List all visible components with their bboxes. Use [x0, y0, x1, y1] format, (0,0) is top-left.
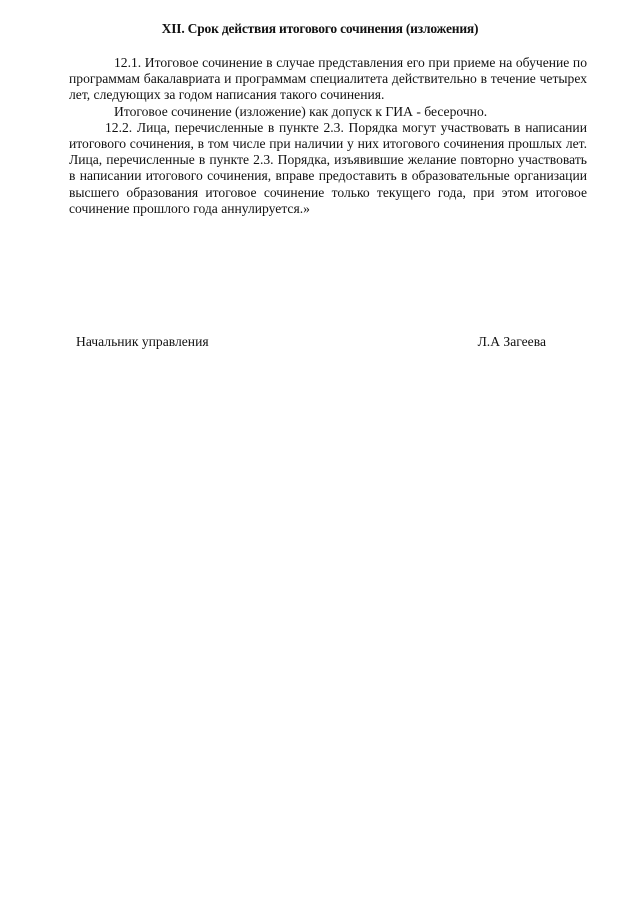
paragraph-12-1: 12.1. Итоговое сочинение в случае представления его при приеме на обучение по программам бакалавриата и программам специалитета действительно в течение четырех лет, следующих за годом написания такого сочинения. [69, 55, 587, 103]
paragraph-12-2: 12.2. Лица, перечисленные в пункте 2.3. Порядка могут участвовать в написании итогового сочинения, в том числе при наличии у них итогового сочинения прошлых лет. Лица, перечисленные в пункте 2.3. Порядка, изъявившие желание повторно участвовать в написании итогового сочинения, вправе предоставить в образовательные организации высшего образования итоговое сочинение только текущего года, при этом итоговое сочинение прошлого года аннулируется.» [69, 119, 587, 216]
document-body [69, 55, 587, 217]
signature-block [76, 334, 546, 350]
section-title: XII. Срок действия итогового сочинения (изложения) [161, 21, 479, 36]
signatory-name: Л.А Загеева [477, 334, 546, 349]
signatory-position: Начальник управления [76, 334, 209, 349]
paragraph-admission-note: Итоговое сочинение (изложение) как допуск к ГИА - бесерочно. [114, 103, 488, 119]
